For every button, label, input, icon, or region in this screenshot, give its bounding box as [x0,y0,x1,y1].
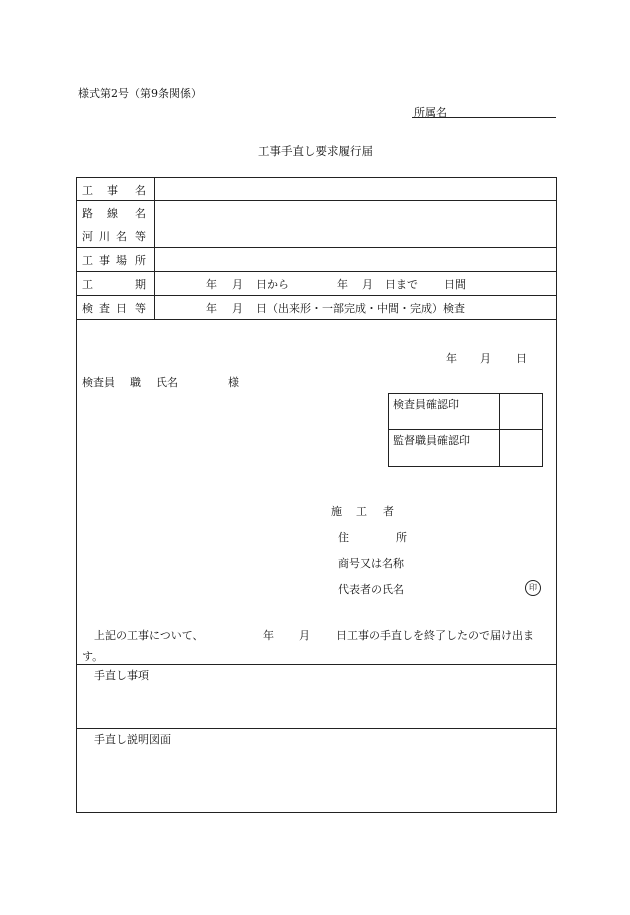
page-title: 工事手直し要求履行届 [258,144,373,158]
label-column-divider [154,177,155,319]
supervisor-seal-label: 監督職員確認印 [393,434,470,447]
affiliation-underline [412,117,556,118]
row-divider [76,728,556,729]
row-divider [76,271,556,272]
repair-items-label: 手直し事項 [94,669,149,682]
seal-row-divider [388,429,542,430]
form-number: 様式第2号（第9条関係） [78,87,202,100]
row-divider [76,664,556,665]
contractor-trade-name-label: 商号又は名称 [338,557,404,570]
row-divider [76,247,556,248]
row-divider [76,200,556,201]
inspector-seal-label: 検査員確認印 [393,398,459,411]
seal-mark-icon: 印 [525,580,541,596]
row-divider [76,295,556,296]
form-frame [76,177,557,813]
row-divider [76,319,556,320]
repair-drawings-label: 手直し説明図面 [94,733,171,746]
contractor-representative-label: 代表者の氏名 [338,583,404,596]
document-page: 様式第2号（第9条関係） 所属名 工事手直し要求履行届 工 事 名 路 線 名 河 川 名 等 工 事 場 所 工 期 検 査 日 等 年 月 日から 年 月 日まで 日間 年 月 日（出来形・一部完成・中間・完成）検査 年 月 日 検査員 職 氏名 様 検査員確認印 監督職員確認印 施 工 者 住 所 商号又は名称 代表者の氏名 印 上記の工事について、 年 月 日工事の手直しを終了したので届け出ま す。 手直し事項 手直し説明図面 [0,0,630,915]
affiliation-label: 所属名 [414,106,447,119]
